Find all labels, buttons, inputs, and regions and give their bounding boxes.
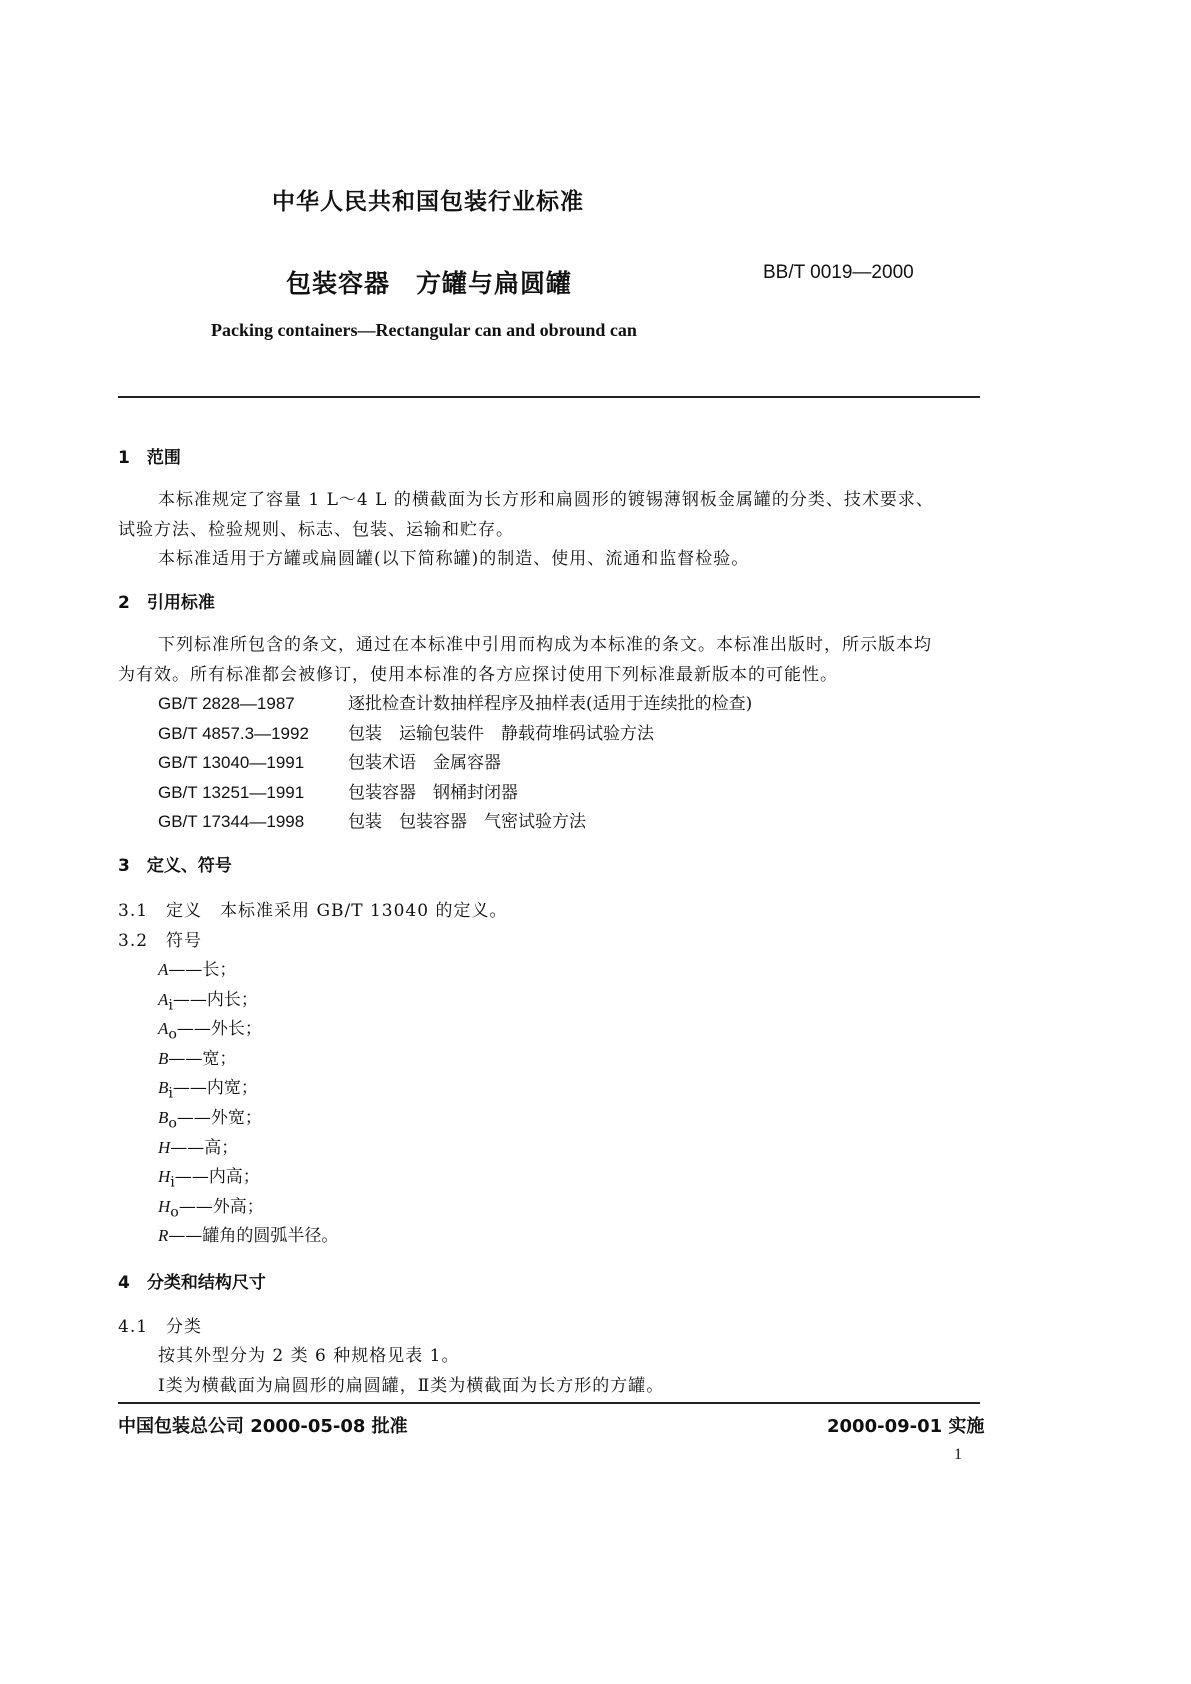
section4-line2: Ⅰ类为横截面为扁圆形的扁圆罐，Ⅱ类为横截面为长方形的方罐。 (158, 1376, 665, 1396)
symbol-letter: H (158, 1197, 171, 1216)
section1-para1-line1: 本标准规定了容量 1 L～4 L 的横截面为长方形和扁圆形的镀锡薄钢板金属罐的分类、技术要求、 (158, 490, 934, 510)
reference-item (158, 807, 586, 832)
reference-code: GB/T 4857.3—1992 (158, 724, 309, 743)
section3-heading: 3 定义、符号 (118, 856, 232, 876)
symbol-desc: ——内高； (174, 1167, 260, 1187)
symbol-letter: B (158, 1049, 169, 1068)
approval-line: 中国包装总公司 2000-05-08 批准 (118, 1416, 408, 1437)
section1-para2: 本标准适用于方罐或扁圆罐(以下简称罐)的制造、使用、流通和监督检验。 (158, 549, 750, 569)
symbol-desc: ——内长； (172, 990, 258, 1010)
symbol-letter: B (158, 1078, 169, 1097)
symbol-subscript: i (168, 1085, 173, 1102)
section2-para-line2: 为有效。所有标准都会被修订，使用本标准的各方应探讨使用下列标准最新版本的可能性。 (118, 665, 838, 685)
symbol-item (158, 1073, 258, 1101)
symbol-desc: ——高； (170, 1138, 239, 1158)
reference-code: GB/T 13040—1991 (158, 753, 305, 772)
doc-title: 包装容器 方罐与扁圆罐 (286, 269, 573, 298)
symbol-item (158, 1221, 338, 1249)
symbol-letter: R (158, 1226, 169, 1245)
symbol-letter: A (158, 990, 169, 1009)
definition-line: 3.1 定义 本标准采用 GB/T 13040 的定义。 (118, 901, 508, 921)
symbol-desc: ——外高； (178, 1197, 264, 1217)
std-number: BB/T 0019—2000 (763, 262, 914, 283)
symbol-item (158, 1133, 238, 1161)
symbol-item (158, 1103, 262, 1131)
symbol-subscript: i (170, 1174, 175, 1191)
section2-heading: 2 引用标准 (118, 593, 215, 613)
reference-item (158, 719, 654, 744)
effective-line: 2000-09-01 实施 (827, 1416, 985, 1437)
symbol-desc: ——宽； (168, 1049, 237, 1069)
reference-title: 包装容器 钢桶封闭器 (348, 783, 518, 803)
reference-code: GB/T 17344—1998 (158, 812, 305, 831)
symbol-desc: ——罐角的圆弧半径。 (168, 1226, 339, 1246)
symbol-desc: ——内宽； (172, 1078, 258, 1098)
symbol-subscript: o (168, 1115, 177, 1132)
symbol-subscript: o (168, 1026, 177, 1043)
reference-title: 逐批检查计数抽样程序及抽样表(适用于连续批的检查) (348, 694, 753, 714)
page-number: 1 (954, 1446, 962, 1463)
section4-heading: 4 分类和结构尺寸 (118, 1273, 266, 1293)
symbol-subscript: i (168, 997, 173, 1014)
symbol-subscript: o (170, 1204, 179, 1221)
reference-title: 包装 包装容器 气密试验方法 (348, 812, 586, 832)
symbol-item (158, 985, 258, 1013)
reference-item (158, 778, 518, 803)
symbol-desc: ——外宽； (176, 1108, 262, 1128)
section1-para1-line2: 试验方法、检验规则、标志、包装、运输和贮存。 (118, 520, 514, 540)
symbol-item (158, 1044, 236, 1072)
reference-title: 包装 运输包装件 静载荷堆码试验方法 (348, 724, 654, 744)
reference-code: GB/T 13251—1991 (158, 783, 305, 802)
header-rule (118, 396, 980, 398)
symbols-heading: 3.2 符号 (118, 931, 203, 951)
symbol-letter: A (158, 960, 169, 979)
reference-title: 包装术语 金属容器 (348, 753, 501, 773)
symbol-item (158, 1014, 262, 1042)
symbol-item (158, 1162, 260, 1190)
reference-code: GB/T 2828—1987 (158, 694, 295, 713)
section4-line1: 按其外型分为 2 类 6 种规格见表 1。 (158, 1346, 460, 1366)
symbol-letter: H (158, 1167, 171, 1186)
section2-para-line1: 下列标准所包含的条文，通过在本标准中引用而构成为本标准的条文。本标准出版时，所示版本均 (158, 635, 932, 655)
symbol-letter: H (158, 1138, 171, 1157)
symbol-desc: ——外长； (176, 1019, 262, 1039)
footer-rule (118, 1402, 980, 1404)
symbol-item (158, 1192, 264, 1220)
english-title: Packing containers—Rectangular can and obround can (211, 320, 637, 340)
symbol-desc: ——长； (168, 960, 237, 980)
reference-item (158, 748, 501, 773)
section4-sub-heading: 4.1 分类 (118, 1317, 203, 1337)
section1-heading: 1 范围 (118, 448, 181, 468)
symbol-letter: A (158, 1019, 169, 1038)
symbol-item (158, 955, 236, 983)
symbol-letter: B (158, 1108, 169, 1127)
org-title: 中华人民共和国包装行业标准 (272, 189, 584, 215)
reference-item (158, 689, 752, 714)
